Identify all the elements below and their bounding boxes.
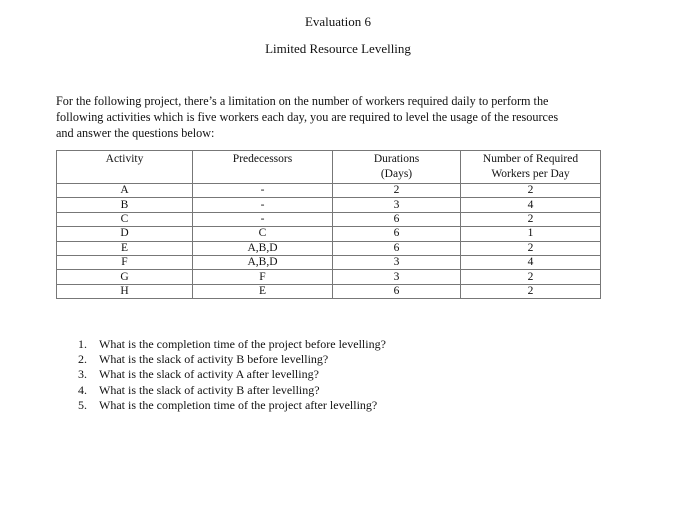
cell-predecessors: - xyxy=(193,212,333,226)
cell-predecessors: A,B,D xyxy=(193,255,333,269)
header-activity: Activity xyxy=(57,151,193,184)
question-number: 2. xyxy=(78,352,87,367)
question-item xyxy=(78,367,386,382)
cell-duration: 2 xyxy=(333,184,461,198)
cell-activity: A xyxy=(57,184,193,198)
question-number: 5. xyxy=(78,397,87,412)
cell-duration: 3 xyxy=(333,255,461,269)
page-subtitle: Limited Resource Levelling xyxy=(265,41,411,56)
intro-line: and answer the questions below: xyxy=(56,126,215,140)
intro-paragraph xyxy=(56,93,616,141)
question-text: What is the slack of activity B after levelling? xyxy=(99,382,320,397)
header-durations-line2: (Days) xyxy=(380,168,413,180)
cell-activity: H xyxy=(57,284,193,298)
cell-duration: 6 xyxy=(333,227,461,241)
table-row xyxy=(57,241,601,255)
cell-activity: D xyxy=(57,227,193,241)
question-list xyxy=(78,337,386,413)
cell-predecessors: - xyxy=(193,198,333,212)
intro-line: For the following project, there’s a limitation on the number of workers required daily to perform the xyxy=(56,94,549,108)
question-item xyxy=(78,337,386,352)
header-durations xyxy=(333,151,461,184)
header-workers xyxy=(461,151,601,184)
header-predecessors: Predecessors xyxy=(193,151,333,184)
table-row xyxy=(57,270,601,284)
question-item xyxy=(78,398,386,413)
header-workers-line2: Workers per Day xyxy=(491,168,570,180)
cell-workers: 2 xyxy=(461,284,601,298)
page-title: Evaluation 6 xyxy=(304,14,372,29)
table-row xyxy=(57,284,601,298)
cell-activity: C xyxy=(57,212,193,226)
header-durations-line1: Durations xyxy=(373,153,420,165)
cell-activity: F xyxy=(57,255,193,269)
cell-workers: 4 xyxy=(461,198,601,212)
table-row xyxy=(57,212,601,226)
cell-duration: 6 xyxy=(333,284,461,298)
header-workers-line1: Number of Required xyxy=(482,153,579,165)
activity-table xyxy=(56,150,601,299)
intro-line: following activities which is five workers each day, you are required to level the usage of the resources xyxy=(56,110,559,124)
table-row xyxy=(57,198,601,212)
cell-predecessors: F xyxy=(193,270,333,284)
question-item xyxy=(78,383,386,398)
cell-workers: 2 xyxy=(461,212,601,226)
question-number: 1. xyxy=(78,337,87,351)
cell-workers: 1 xyxy=(461,227,601,241)
cell-activity: B xyxy=(57,198,193,212)
cell-predecessors: - xyxy=(193,184,333,198)
cell-activity: E xyxy=(57,241,193,255)
question-text: What is the completion time of the project before levelling? xyxy=(99,337,386,351)
question-text: What is the completion time of the project after levelling? xyxy=(99,397,378,412)
question-number: 3. xyxy=(78,367,87,382)
table-header-row xyxy=(57,151,601,184)
cell-predecessors: E xyxy=(193,284,333,298)
cell-predecessors: A,B,D xyxy=(193,241,333,255)
cell-duration: 6 xyxy=(333,212,461,226)
question-item xyxy=(78,352,386,367)
question-number: 4. xyxy=(78,382,87,397)
cell-workers: 2 xyxy=(461,241,601,255)
question-text: What is the slack of activity B before levelling? xyxy=(99,352,329,367)
cell-duration: 3 xyxy=(333,270,461,284)
cell-duration: 6 xyxy=(333,241,461,255)
cell-workers: 2 xyxy=(461,270,601,284)
cell-duration: 3 xyxy=(333,198,461,212)
table-row xyxy=(57,184,601,198)
table-row xyxy=(57,255,601,269)
table-row xyxy=(57,227,601,241)
cell-workers: 4 xyxy=(461,255,601,269)
cell-workers: 2 xyxy=(461,184,601,198)
cell-activity: G xyxy=(57,270,193,284)
cell-predecessors: C xyxy=(193,227,333,241)
question-text: What is the slack of activity A after levelling? xyxy=(99,367,319,382)
